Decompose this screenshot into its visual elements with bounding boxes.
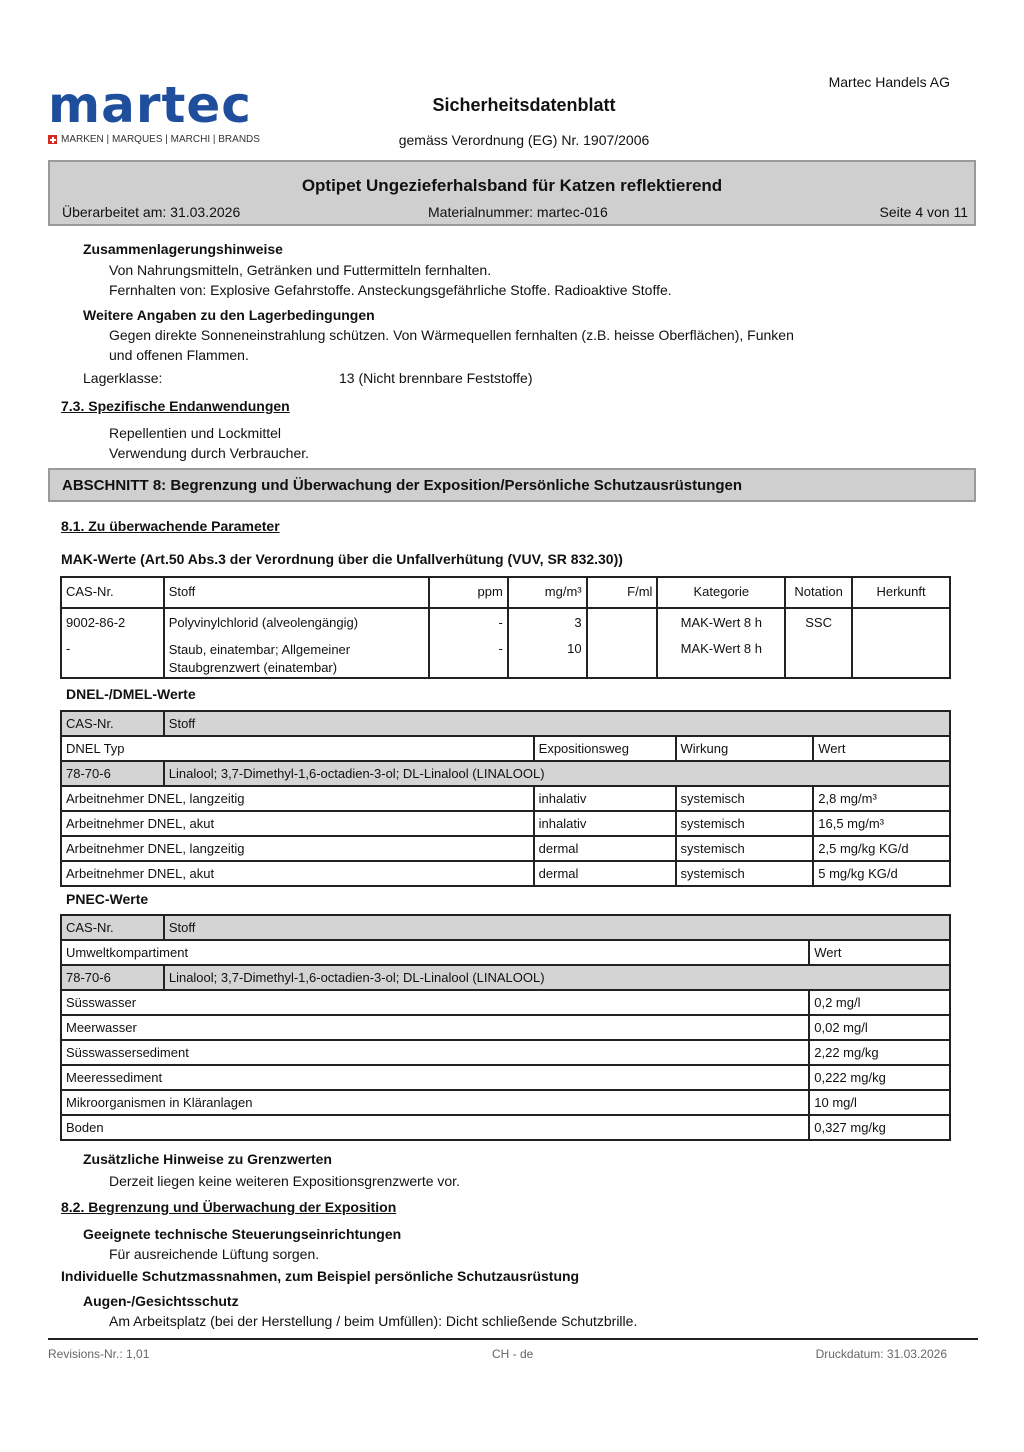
mak-cell-ppm: - (429, 635, 508, 678)
revision-date: Überarbeitet am: 31.03.2026 (62, 204, 241, 220)
pnec-substance-cas: 78-70-6 (61, 965, 164, 990)
dnel-header-wert: Wert (813, 736, 950, 761)
mak-cell-notation (785, 635, 852, 678)
dnel-header-row-2 (61, 736, 950, 761)
mak-title: MAK-Werte (Art.50 Abs.3 der Verordnung über die Unfallverhütung (VUV, SR 832.30)) (61, 551, 623, 567)
dnel-cell-wirkung: systemisch (676, 811, 814, 836)
dnel-cell-typ: Arbeitnehmer DNEL, akut (61, 811, 534, 836)
dnel-cell-weg: inhalativ (534, 811, 676, 836)
mak-cell-stoff-line-2: Staubgrenzwert (einatembar) (168, 660, 338, 675)
pnec-header-komp: Umweltkompartiment (61, 940, 809, 965)
pnec-header-row-2 (61, 940, 950, 965)
table-row (61, 1040, 950, 1065)
logo-subline: MARKEN | MARQUES | MARCHI | BRANDS (61, 134, 260, 145)
table-row (61, 786, 950, 811)
dnel-cell-wirkung: systemisch (676, 786, 814, 811)
storage-class-value: 13 (Nicht brennbare Feststoffe) (339, 370, 533, 386)
individual-protection-heading: Individuelle Schutzmassnahmen, zum Beispiel persönliche Schutzausrüstung (61, 1268, 580, 1284)
mak-cell-herkunft (852, 635, 950, 678)
dnel-cell-weg: dermal (534, 861, 676, 886)
technical-controls-heading: Geeignete technische Steuerungseinrichtungen (83, 1226, 402, 1242)
pnec-cell-komp: Boden (61, 1115, 809, 1140)
pnec-cell-komp: Süsswasser (61, 990, 809, 1015)
mak-cell-mg: 10 (508, 635, 587, 678)
storage-compat-line-2: Fernhalten von: Explosive Gefahrstoffe. Ansteckungsgefährliche Stoffe. Radioaktive Stoffe. (109, 282, 672, 298)
storage-class-label: Lagerklasse: (83, 370, 163, 386)
end-use-line-1: Repellentien und Lockmittel (109, 425, 281, 441)
pnec-title: PNEC-Werte (66, 891, 149, 907)
storage-compat-line-1: Von Nahrungsmitteln, Getränken und Futtermitteln fernhalten. (109, 262, 492, 278)
pnec-substance-row (61, 965, 950, 990)
dnel-header-wirkung: Wirkung (676, 736, 814, 761)
mak-header-cas: CAS-Nr. (61, 577, 164, 608)
dnel-header-row-1 (61, 711, 950, 736)
mak-cell-ppm: - (429, 608, 508, 635)
storage-conditions-line-2: und offenen Flammen. (109, 347, 249, 363)
table-row (61, 1115, 950, 1140)
dnel-header-typ: DNEL Typ (61, 736, 534, 761)
section-8-title: ABSCHNITT 8: Begrenzung und Überwachung der Exposition/Persönliche Schutzausrüstungen (48, 468, 976, 502)
mak-header-fml: F/ml (587, 577, 658, 608)
dnel-cell-wirkung: systemisch (676, 861, 814, 886)
document-title: Sicherheitsdatenblatt (432, 95, 616, 115)
pnec-cell-wert: 0,2 mg/l (809, 990, 950, 1015)
storage-conditions-line-1: Gegen direkte Sonneneinstrahlung schützen. Von Wärmequellen fernhalten (z.B. heisse Oberflächen), Funken (109, 327, 794, 343)
mak-header-ppm: ppm (429, 577, 508, 608)
product-name: Optipet Ungezieferhalsband für Katzen reflektierend (301, 176, 723, 195)
mak-cell-fml (587, 635, 658, 678)
table-row (61, 1015, 950, 1040)
pnec-cell-komp: Süsswassersediment (61, 1040, 809, 1065)
table-row (61, 608, 950, 635)
pnec-cell-komp: Meerwasser (61, 1015, 809, 1040)
technical-controls-text: Für ausreichende Lüftung sorgen. (109, 1246, 320, 1262)
table-row (61, 811, 950, 836)
table-row (61, 861, 950, 886)
eye-protection-text: Am Arbeitsplatz (bei der Herstellung / beim Umfüllen): Dicht schließende Schutzbrille. (109, 1313, 638, 1329)
dnel-title: DNEL-/DMEL-Werte (66, 686, 196, 702)
dnel-cell-typ: Arbeitnehmer DNEL, akut (61, 861, 534, 886)
table-row (61, 1065, 950, 1090)
dnel-substance-row (61, 761, 950, 786)
mak-cell-kategorie: MAK-Wert 8 h (657, 608, 785, 635)
table-row (61, 1090, 950, 1115)
pnec-header-wert: Wert (809, 940, 950, 965)
additional-limits-heading: Zusätzliche Hinweise zu Grenzwerten (83, 1151, 332, 1167)
company-name: Martec Handels AG (828, 74, 950, 90)
dnel-substance-cas: 78-70-6 (61, 761, 164, 786)
page-number: Seite 4 von 11 (879, 204, 968, 220)
mak-header-kategorie: Kategorie (657, 577, 785, 608)
dnel-cell-wert: 5 mg/kg KG/d (813, 861, 950, 886)
pnec-cell-wert: 2,22 mg/kg (809, 1040, 950, 1065)
section-7-3-heading: 7.3. Spezifische Endanwendungen (61, 398, 290, 414)
dnel-cell-wert: 2,8 mg/m³ (813, 786, 950, 811)
mak-header-stoff: Stoff (164, 577, 429, 608)
mak-cell-stoff-line-1: Staub, einatembar; Allgemeiner (168, 642, 351, 657)
pnec-cell-wert: 0,222 mg/kg (809, 1065, 950, 1090)
dnel-header-cas: CAS-Nr. (61, 711, 164, 736)
mak-cell-herkunft (852, 608, 950, 635)
mak-header-herkunft: Herkunft (852, 577, 950, 608)
mak-header-mg: mg/m³ (508, 577, 587, 608)
dnel-cell-wirkung: systemisch (676, 836, 814, 861)
footer-divider (48, 1338, 978, 1340)
table-row (61, 990, 950, 1015)
mak-table (60, 576, 951, 679)
dnel-table (60, 710, 951, 887)
mak-cell-mg: 3 (508, 608, 587, 635)
pnec-cell-komp: Meeressediment (61, 1065, 809, 1090)
mak-cell-cas: 9002-86-2 (61, 608, 164, 635)
footer-revision: Revisions-Nr.: 1,01 (48, 1347, 150, 1361)
mak-header-notation: Notation (785, 577, 852, 608)
dnel-header-stoff: Stoff (164, 711, 950, 736)
pnec-cell-wert: 0,327 mg/kg (809, 1115, 950, 1140)
table-row (61, 836, 950, 861)
document-subtitle: gemäss Verordnung (EG) Nr. 1907/2006 (398, 132, 650, 148)
dnel-header-weg: Expositionsweg (534, 736, 676, 761)
pnec-cell-wert: 0,02 mg/l (809, 1015, 950, 1040)
dnel-cell-typ: Arbeitnehmer DNEL, langzeitig (61, 836, 534, 861)
dnel-cell-weg: inhalativ (534, 786, 676, 811)
storage-compat-heading: Zusammenlagerungshinweise (83, 241, 283, 257)
storage-conditions-heading: Weitere Angaben zu den Lagerbedingungen (83, 307, 375, 323)
dnel-cell-weg: dermal (534, 836, 676, 861)
mak-cell-stoff: Polyvinylchlorid (alveolengängig) (164, 608, 429, 635)
mak-cell-notation: SSC (785, 608, 852, 635)
pnec-header-stoff: Stoff (164, 915, 950, 940)
pnec-cell-komp: Mikroorganismen in Kläranlagen (61, 1090, 809, 1115)
pnec-substance-name: Linalool; 3,7-Dimethyl-1,6-octadien-3-ol; DL-Linalool (LINALOOL) (164, 965, 950, 990)
logo-wordmark: martec (48, 76, 252, 134)
product-header-box (48, 160, 976, 226)
pnec-header-cas: CAS-Nr. (61, 915, 164, 940)
pnec-cell-wert: 10 mg/l (809, 1090, 950, 1115)
pnec-table (60, 914, 951, 1141)
eye-protection-heading: Augen-/Gesichtsschutz (83, 1293, 239, 1309)
mak-cell-cas: - (61, 635, 164, 678)
mak-cell-stoff (164, 635, 429, 678)
dnel-cell-typ: Arbeitnehmer DNEL, langzeitig (61, 786, 534, 811)
material-number: Materialnummer: martec-016 (428, 204, 608, 220)
dnel-cell-wert: 16,5 mg/m³ (813, 811, 950, 836)
section-8-2-heading: 8.2. Begrenzung und Überwachung der Exposition (61, 1199, 397, 1215)
mak-header-row (61, 577, 950, 608)
mak-cell-fml (587, 608, 658, 635)
pnec-header-row-1 (61, 915, 950, 940)
section-8-1-heading: 8.1. Zu überwachende Parameter (61, 518, 280, 534)
footer-language: CH - de (492, 1347, 534, 1361)
dnel-cell-wert: 2,5 mg/kg KG/d (813, 836, 950, 861)
table-row (61, 635, 950, 678)
footer-print-date: Druckdatum: 31.03.2026 (815, 1347, 947, 1361)
mak-cell-kategorie: MAK-Wert 8 h (657, 635, 785, 678)
additional-limits-text: Derzeit liegen keine weiteren Expositionsgrenzwerte vor. (109, 1173, 460, 1189)
dnel-substance-name: Linalool; 3,7-Dimethyl-1,6-octadien-3-ol; DL-Linalool (LINALOOL) (164, 761, 950, 786)
end-use-line-2: Verwendung durch Verbraucher. (109, 445, 310, 461)
